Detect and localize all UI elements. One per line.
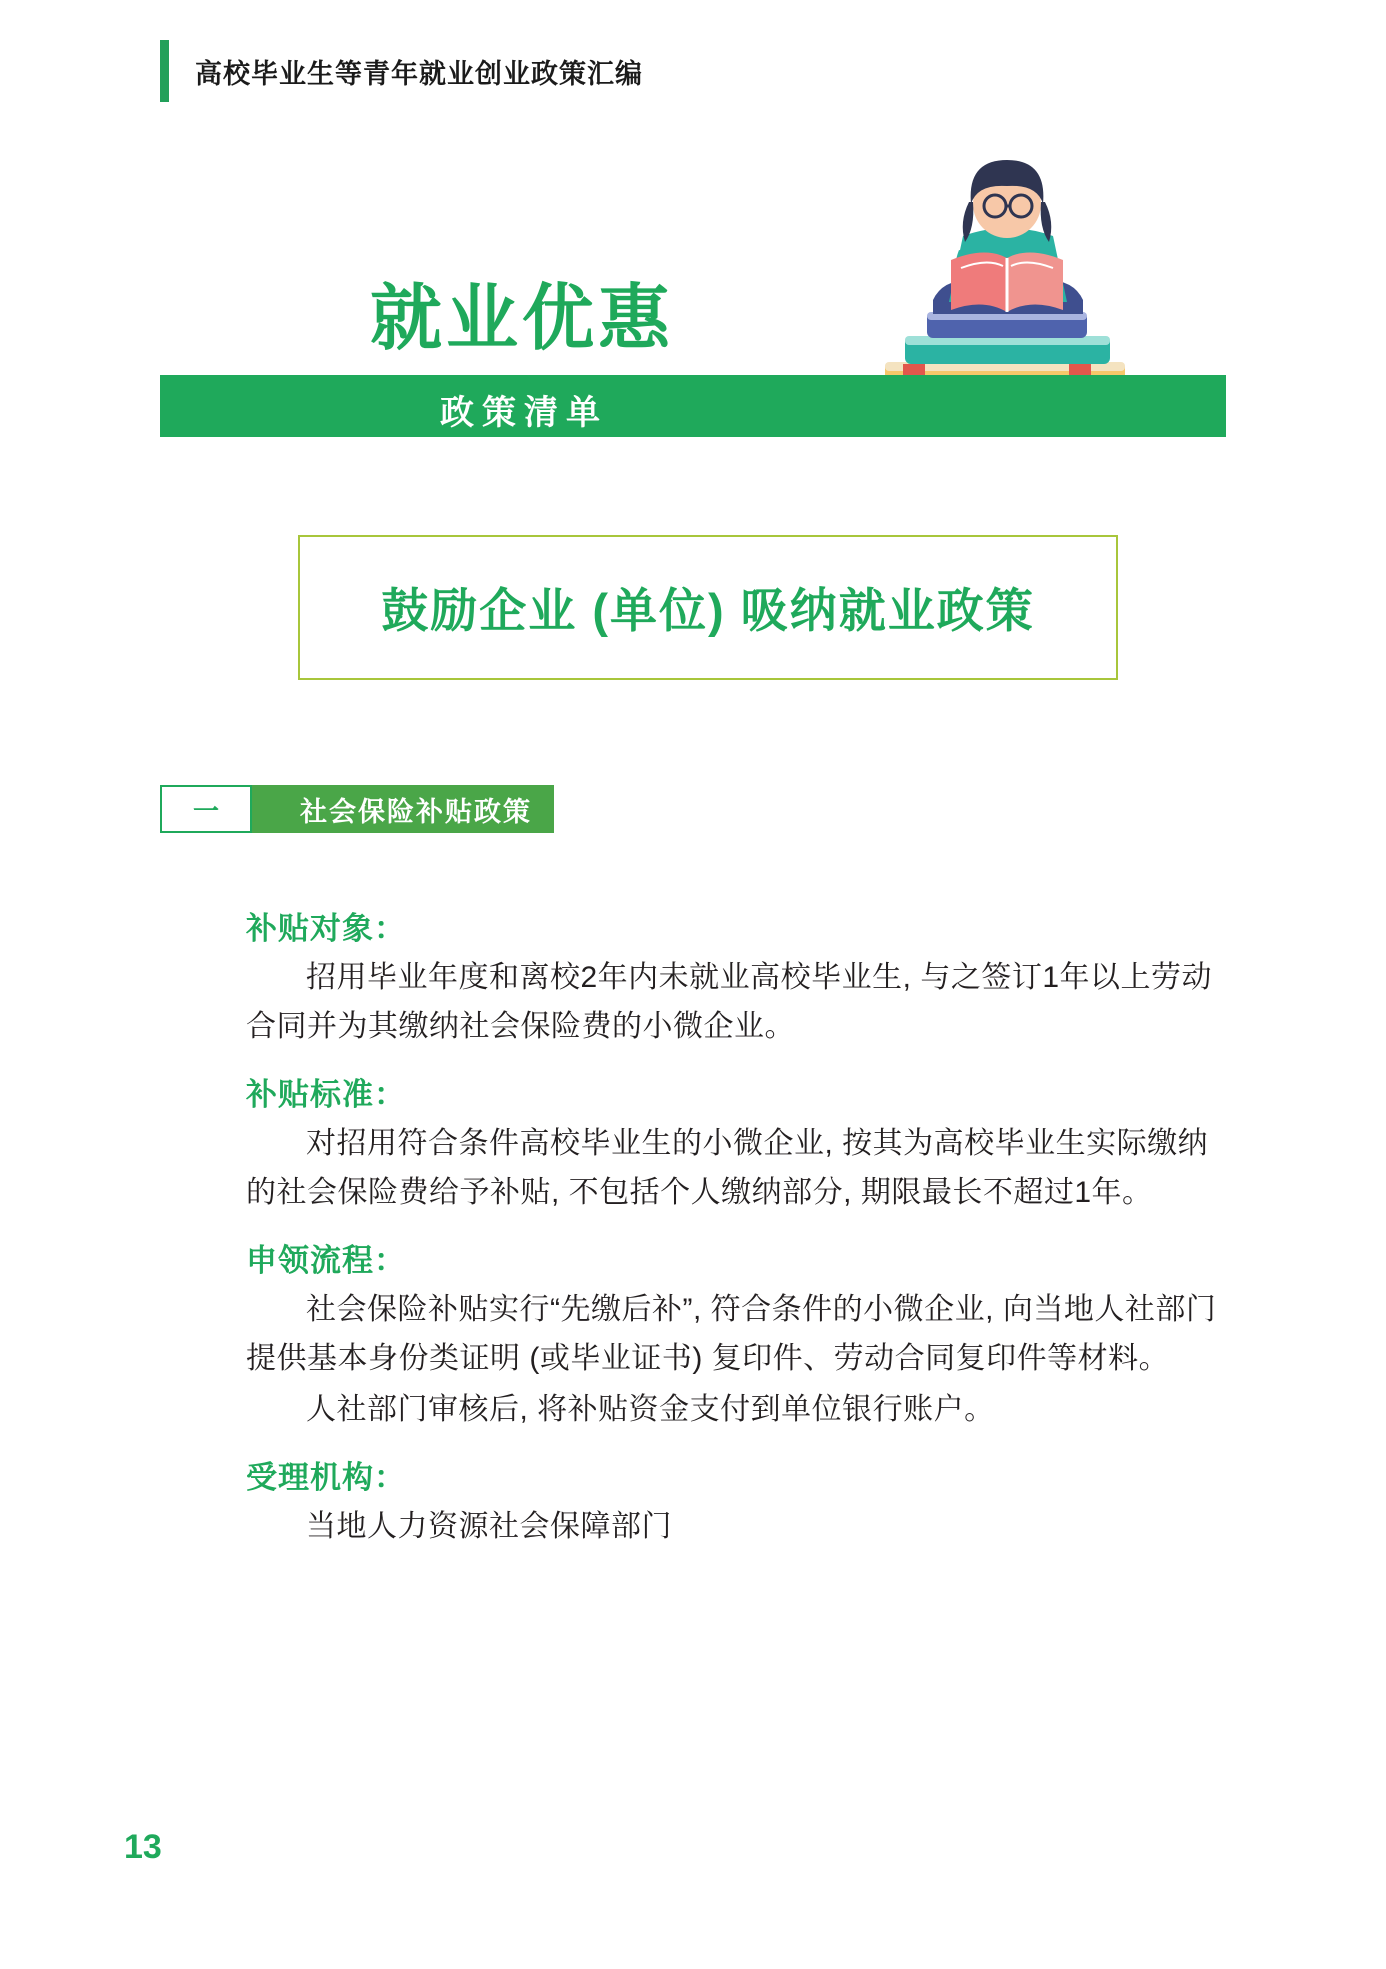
header-accent-bar bbox=[160, 40, 169, 102]
paragraph: 社会保险补贴实行“先缴后补”, 符合条件的小微企业, 向当地人社部门提供基本身份类证明 (或毕业证书) 复印件、劳动合同复印件等材料。 bbox=[246, 1293, 1217, 1375]
hero-band-text: 政策清单 bbox=[440, 394, 608, 432]
paragraph: 人社部门审核后, 将补贴资金支付到单位银行账户。 bbox=[306, 1392, 995, 1426]
subsection-heading: 受理机构： bbox=[246, 1460, 406, 1496]
document-header bbox=[160, 40, 643, 102]
section-heading bbox=[160, 785, 554, 833]
paragraph: 当地人力资源社会保障部门 bbox=[306, 1510, 672, 1544]
main-title-box bbox=[298, 535, 1118, 680]
subsection-heading: 补贴对象： bbox=[246, 911, 406, 946]
section-number: 一 bbox=[160, 785, 252, 833]
section-label: 社会保险补贴政策 bbox=[252, 785, 554, 833]
main-title-text: 鼓励企业 (单位) 吸纳就业政策 bbox=[381, 584, 1035, 637]
header-title: 高校毕业生等青年就业创业政策汇编 bbox=[195, 58, 643, 89]
hero-title: 就业优惠 bbox=[370, 279, 675, 359]
subsection-heading: 申领流程： bbox=[246, 1243, 406, 1279]
paragraph: 招用毕业年度和离校2年内未就业高校毕业生, 与之签订1年以上劳动合同并为其缴纳社会保险费的小微企业。 bbox=[246, 961, 1213, 1043]
paragraph: 对招用符合条件高校毕业生的小微企业, 按其为高校毕业生实际缴纳的社会保险费给予补贴, 不包括个人缴纳部分, 期限最长不超过1年。 bbox=[246, 1127, 1209, 1209]
hero-band bbox=[160, 375, 1226, 437]
page-number: 13 bbox=[124, 1828, 162, 1866]
hero-section bbox=[0, 250, 1386, 440]
subsection-heading: 补贴标准： bbox=[246, 1077, 406, 1113]
policy-content bbox=[246, 885, 1226, 1554]
